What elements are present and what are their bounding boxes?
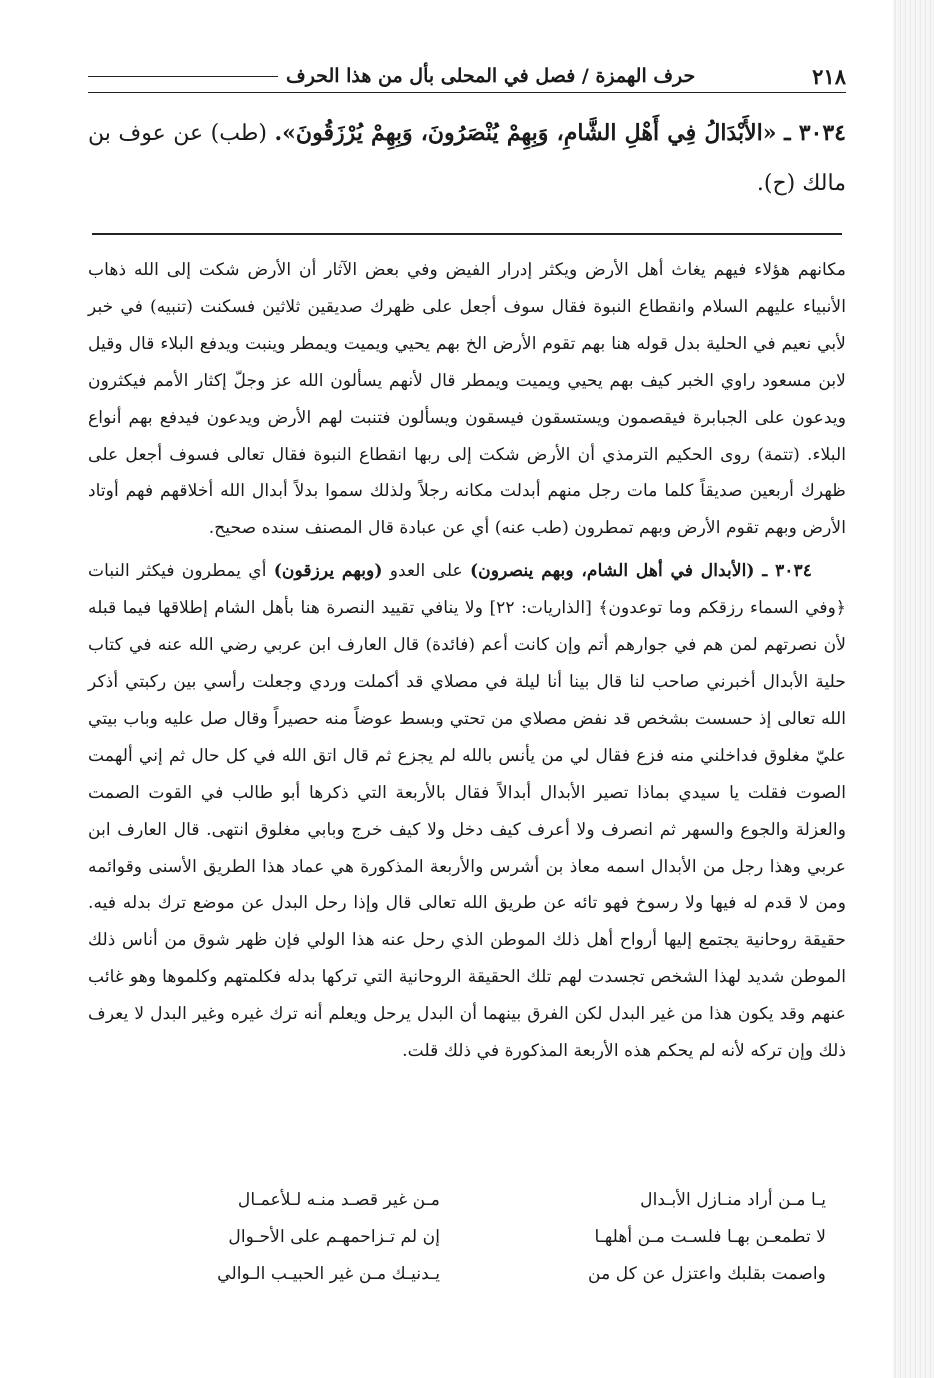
page-number: ٢١٨	[812, 63, 846, 89]
paragraph2-mid: على العدو	[389, 561, 463, 582]
title-dash	[88, 76, 278, 77]
poem-verse	[120, 1182, 826, 1219]
hadith-source: (طب) عن عوف بن مالك (ح).	[88, 121, 846, 196]
commentary-paragraph-2	[88, 553, 846, 1070]
paragraph2-lead: ٣٠٣٤ ـ (الأبدال في أهل الشام، وبهم ينصرون)	[470, 561, 813, 582]
poem-verse	[120, 1219, 826, 1256]
hadith-number: ٣٠٣٤ ـ	[784, 120, 846, 146]
header-rule	[88, 92, 846, 93]
commentary	[88, 252, 846, 1070]
paragraph2-rest: أي يمطرون فيكثر النبات ﴿وفي السماء رزقكم وما توعدون﴾ [الذاريات: ٢٢] ولا ينافي تقييد النصرة هنا بأهل الشام إطلاقها فيما قبله لأن نصرتهم لمن هم في جوارهم أتم وإن كانت أعم (فائدة) قال العارف ابن عربي رضي الله عنه في كتاب حلية الأبدال أخبرني صاحب لنا قال بينا أنا ليلة في مصلاي قد أكملت وردي وجعلت رأسي بين ركبتي أذكر الله تعالى إذ حسست بشخص قد نفض مصلاي من تحتي وبسط عوضاً منه حصيراً وقال صل عليه وباب بيتي عليّ مغلوق فداخلني منه فزع فقال لي من يأنس بالله لم يجزع ثم قال اتق الله في كل حال ثم إني ألهمت الصوت فقلت يا سيدي بماذا تصير الأبدال أبدالاً فقال بالأربعة التي ذكرها أبو طالب في القوت الصمت والعزلة والجوع والسهر ثم انصرف ولا أعرف كيف دخل ولا كيف خرج وبابي مغلوق انتهى. قال العارف ابن عربي وهذا رجل من الأبدال اسمه معاذ بن أشرس والأربعة المذكورة هي عماد هذا الطريق الأسنى وقوائمه ومن لا قدم له فيها ولا رسوخ فهو تائه عن طريق الله تعالى قال وإذا رحل البدل عن موضع ترك بدله فيه. حقيقة روحانية يجتمع إليها أرواح أهل ذلك الموطن الذي رحل عنه هذا الولي فإن ظهر شوق من أناس ذلك الموطن شديد لهذا الشخص تجسدت لهم تلك الحقيقة الروحانية التي تركها بدله فكلمتهم وكلموها وهو غائب عنهم وقد يكون هذا من غير البدل لكن الفرق بينهما أن البدل يرحل ويعلم أنه ترك غيره وغير البدل لا يعرف ذلك وإن تركه لأنه لم يحكم هذه الأربعة المذكورة في ذلك قلت.	[88, 561, 846, 1062]
header-title-wrap	[88, 65, 695, 87]
page-header	[88, 58, 846, 94]
poem-verse	[120, 1256, 826, 1293]
verse-second-hemistich: مـن غير قصـد منـه لـلأعمـال	[237, 1190, 440, 1210]
verse-first-hemistich: واصمت بقلبك واعتزل عن كل من	[588, 1264, 826, 1284]
poem	[120, 1182, 826, 1293]
verse-first-hemistich: لا تطمعـن بهـا فلسـت مـن أهلهـا	[594, 1227, 826, 1247]
verse-first-hemistich: يـا مـن أراد منـازل الأبـدال	[640, 1190, 826, 1210]
paragraph2-bold-phrase: (وبهم يرزقون)	[273, 561, 383, 582]
section-separator	[92, 233, 842, 235]
verse-second-hemistich: إن لم تـزاحمهـم على الأحـوال	[228, 1227, 440, 1247]
verse-second-hemistich: يـدنيـك مـن غير الحبيـب الـوالي	[217, 1264, 440, 1284]
main-hadith	[88, 108, 846, 209]
scan-edge-texture	[893, 0, 934, 1378]
running-title: حرف الهمزة / فصل في المحلى بأل من هذا الحرف	[286, 65, 696, 87]
hadith-text: «الأَبْدَالُ فِي أَهْلِ الشَّامِ، وَبِهِمْ يُنْصَرُونَ، وَبِهِمْ يُرْزَقُونَ».	[274, 120, 777, 146]
commentary-paragraph-1: مكانهم هؤلاء فيهم يغاث أهل الأرض ويكثر إدرار الفيض وفي بعض الآثار أن الأرض شكت إلى الله ذهاب الأنبياء عليهم السلام وانقطاع النبوة فقال سوف أجعل على ظهرك صديقين ثلاثين فسكنت (تنبيه) في خبر لأبي نعيم في الحلية بدل قوله هنا بهم تقوم الأرض الخ بهم يحيي ويميت ويمطر وينبت ويدفع البلاء قال وقيل لابن مسعود راوي الخبر كيف بهم يحيي ويميت ويمطر قال لأنهم يسألون الله عز وجلّ إكثار الأمم فيكثرون ويدعون على الجبابرة فيقصمون ويستسقون فيسقون ويسألون فتنبت لهم الأرض ويدعون فيدفع بهم أنواع البلاء. (تتمة) روى الحكيم الترمذي أن الأرض شكت إلى ربها انقطاع النبوة فقال تعالى فسوف أجعل على ظهرك أربعين صديقاً كلما مات رجل منهم أبدلت مكانه رجلاً ولذلك سموا بدلاً أبدال الله أخلاقهم فهم أوتاد الأرض وبهم تقوم الأرض وبهم تمطرون (طب عنه) أي عن عبادة قال المصنف سنده صحيح.	[88, 260, 846, 539]
